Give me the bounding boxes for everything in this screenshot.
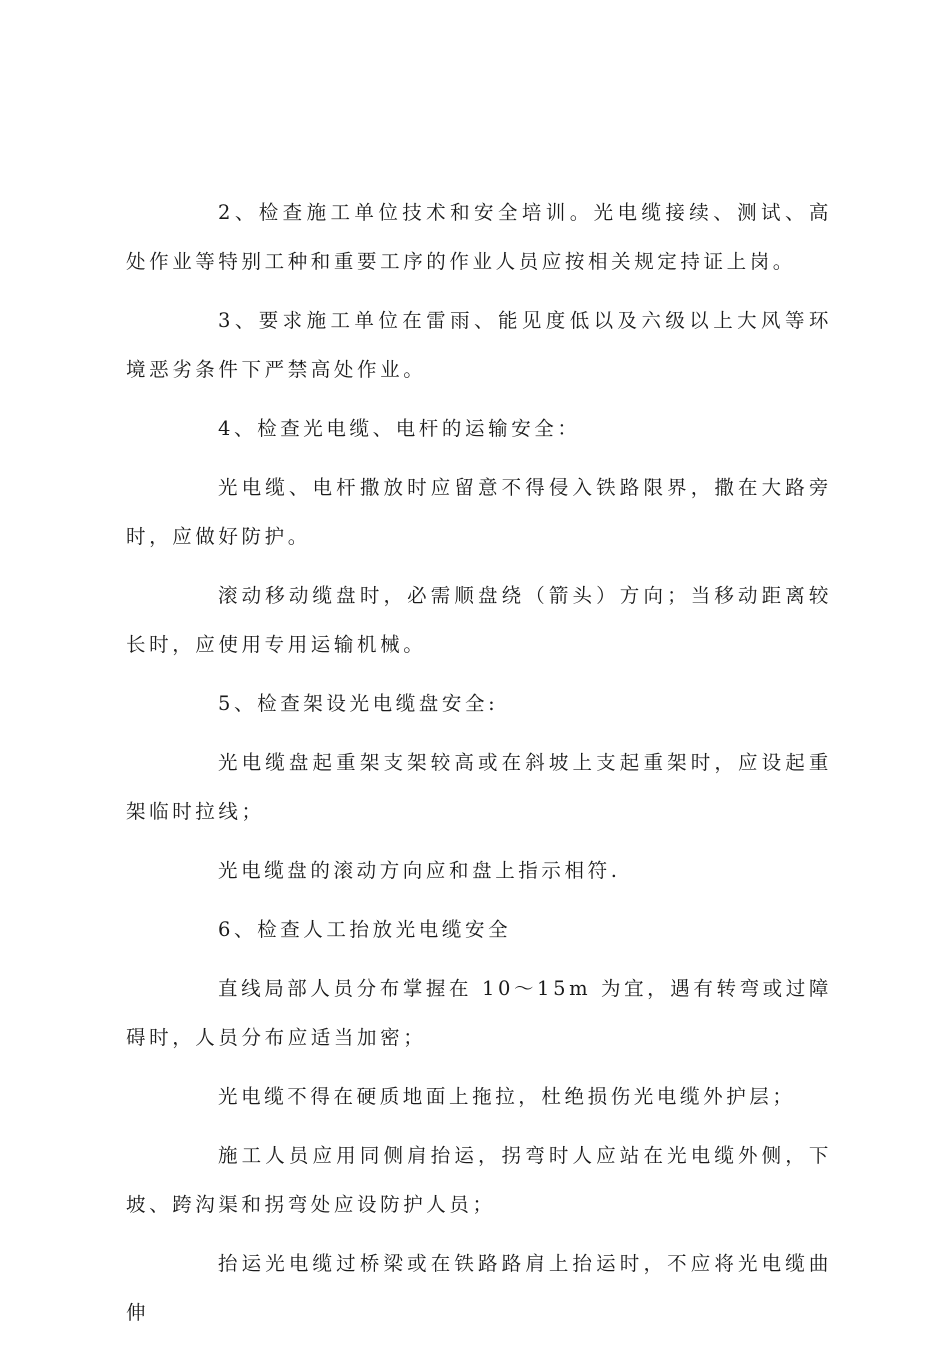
paragraph-bridge-carry: 抬运光电缆过桥梁或在铁路路肩上抬运时，不应将光电缆曲伸	[126, 1252, 832, 1324]
paragraph-training-check: 2、检查施工单位技术和安全培训。光电缆接续、测试、高处作业等特别工种和重要工序的作业人员应按相关规定持证上岗。	[126, 201, 832, 273]
paragraph-reel-direction: 光电缆盘的滚动方向应和盘上指示相符.	[218, 859, 621, 882]
paragraph-reel-setup-heading: 5、检查架设光电缆盘安全:	[218, 692, 499, 715]
paragraph-transport-heading: 4、检查光电缆、电杆的运输安全：	[218, 417, 581, 440]
paragraph-shoulder-carry: 施工人员应用同侧肩抬运，拐弯时人应站在光电缆外侧，下坡、跨沟渠和拐弯处应设防护人员；	[126, 1144, 832, 1216]
paragraph-manual-carry-heading: 6、检查人工抬放光电缆安全	[218, 918, 512, 941]
document-body	[126, 188, 832, 1347]
paragraph-no-dragging: 光电缆不得在硬质地面上拖拉，杜绝损伤光电缆外护层；	[218, 1085, 796, 1108]
paragraph-reel-guy-wire: 光电缆盘起重架支架较高或在斜坡上支起重架时，应设起重架临时拉线；	[126, 751, 832, 823]
paragraph-reel-rolling: 滚动移动缆盘时，必需顺盘绕（箭头）方向；当移动距离较长时，应使用专用运输机械。	[126, 584, 832, 656]
paragraph-transport-placement: 光电缆、电杆撒放时应留意不得侵入铁路限界，撒在大路旁时，应做好防护。	[126, 476, 832, 548]
paragraph-weather-restriction: 3、要求施工单位在雷雨、能见度低以及六级以上大风等环境恶劣条件下严禁高处作业。	[126, 309, 832, 381]
paragraph-crew-spacing: 直线局部人员分布掌握在 10～15m 为宜，遇有转弯或过障碍时，人员分布应适当加密；	[126, 977, 832, 1049]
